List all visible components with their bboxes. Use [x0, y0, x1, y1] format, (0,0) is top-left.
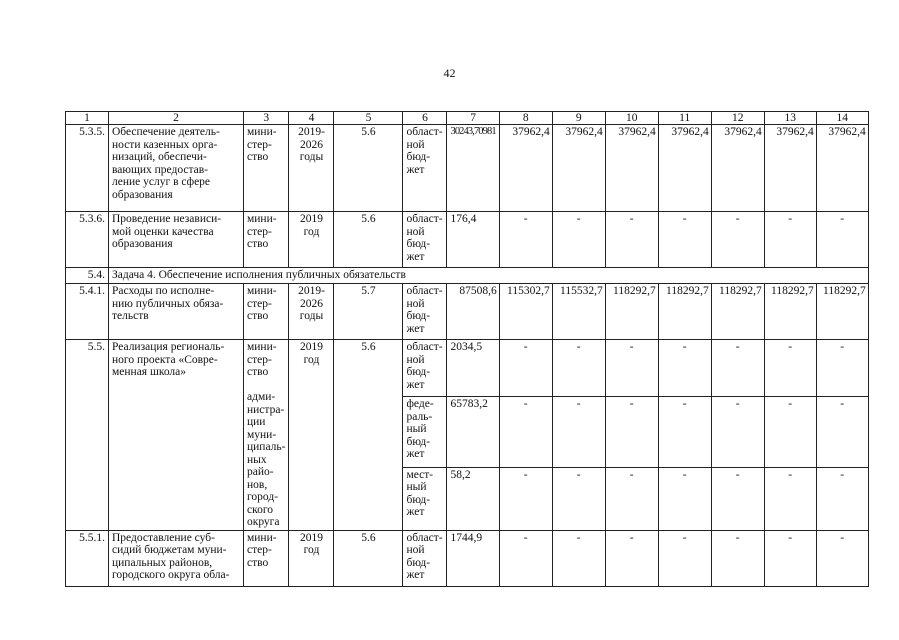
value-cell: 37962,4	[499, 125, 552, 212]
table-row	[66, 530, 869, 586]
value-cell: 30243,70981	[447, 125, 499, 212]
row-ref: 5.6	[334, 212, 403, 268]
value-cell: 37962,4	[658, 125, 711, 212]
value-cell: -	[764, 397, 816, 468]
value-cell: 1744,9	[447, 530, 499, 586]
header-cell: 12	[711, 112, 764, 125]
value-cell: 2034,5	[447, 340, 499, 397]
row-name: Расходы по исполне- нию публичных обяза- тельств	[109, 284, 244, 340]
value-cell: 87508,6	[447, 284, 499, 340]
table-row	[66, 340, 869, 397]
row-executor: мини- стер- ство	[244, 530, 289, 586]
header-cell: 9	[552, 112, 605, 125]
value-cell: -	[764, 212, 816, 268]
value-cell: 115302,7	[499, 284, 552, 340]
header-cell: 10	[605, 112, 658, 125]
value-cell: 58,2	[447, 467, 499, 530]
value-cell: -	[499, 340, 552, 397]
value-cell: -	[499, 467, 552, 530]
header-cell: 2	[109, 112, 244, 125]
value-cell: -	[711, 530, 764, 586]
header-cell: 1	[66, 112, 109, 125]
value-cell: -	[552, 467, 605, 530]
value-cell: -	[605, 340, 658, 397]
table-row	[66, 125, 869, 212]
row-source: област- ной бюд- жет	[403, 212, 447, 268]
row-source: област- ной бюд- жет	[403, 340, 447, 397]
row-ref: 5.6	[334, 530, 403, 586]
value-cell: -	[499, 530, 552, 586]
header-cell: 6	[403, 112, 447, 125]
page-number: 42	[443, 66, 456, 80]
row-source: феде- раль- ный бюд- жет	[403, 397, 447, 468]
row-period: 2019 год	[289, 340, 334, 531]
value-cell: 37962,4	[605, 125, 658, 212]
row-ref: 5.6	[334, 340, 403, 531]
value-cell: -	[711, 467, 764, 530]
row-name: Реализация региональ- ного проекта «Совре- менная школа»	[109, 340, 244, 531]
header-cell: 7	[447, 112, 499, 125]
row-number: 5.3.6.	[66, 212, 109, 268]
value-cell: -	[658, 397, 711, 468]
header-cell: 8	[499, 112, 552, 125]
value-cell: -	[816, 467, 868, 530]
value-cell: -	[499, 212, 552, 268]
row-source: област- ной бюд- жет	[403, 530, 447, 586]
value-cell: 37962,4	[552, 125, 605, 212]
row-executor: мини- стер- ство	[244, 284, 289, 340]
row-period: 2019- 2026 годы	[289, 284, 334, 340]
header-cell: 4	[289, 112, 334, 125]
value-cell: -	[605, 212, 658, 268]
value-cell: -	[605, 397, 658, 468]
value-cell: -	[552, 397, 605, 468]
value-cell: -	[658, 212, 711, 268]
value-cell: 118292,7	[711, 284, 764, 340]
header-cell: 14	[816, 112, 868, 125]
value-cell: -	[816, 340, 868, 397]
row-number: 5.3.5.	[66, 125, 109, 212]
value-cell: -	[499, 397, 552, 468]
row-number: 5.5.1.	[66, 530, 109, 586]
header-row	[66, 112, 869, 125]
table-row	[66, 284, 869, 340]
value-cell: -	[605, 467, 658, 530]
value-cell: -	[764, 340, 816, 397]
header-cell: 5	[334, 112, 403, 125]
row-number: 5.5.	[66, 340, 109, 531]
row-number: 5.4.1.	[66, 284, 109, 340]
row-number: 5.4.	[66, 268, 109, 284]
row-ref: 5.6	[334, 125, 403, 212]
value-cell: -	[816, 530, 868, 586]
value-cell: -	[764, 530, 816, 586]
value-cell: -	[605, 530, 658, 586]
task-title: Задача 4. Обеспечение исполнения публичных обязательств	[109, 268, 869, 284]
value-cell: 176,4	[447, 212, 499, 268]
row-period: 2019 год	[289, 212, 334, 268]
budget-table	[65, 111, 869, 587]
row-source: област- ной бюд- жет	[403, 125, 447, 212]
value-cell: -	[711, 212, 764, 268]
value-cell: 115532,7	[552, 284, 605, 340]
value-cell: 118292,7	[764, 284, 816, 340]
row-source: област- ной бюд- жет	[403, 284, 447, 340]
row-name: Проведение независи- мой оценки качества образования	[109, 212, 244, 268]
row-executor: мини- стер- ство	[244, 212, 289, 268]
value-cell: 37962,4	[764, 125, 816, 212]
value-cell: -	[711, 397, 764, 468]
header-cell: 11	[658, 112, 711, 125]
value-cell: 37962,4	[711, 125, 764, 212]
value-cell: 118292,7	[605, 284, 658, 340]
value-cell: -	[552, 212, 605, 268]
row-source: мест- ный бюд- жет	[403, 467, 447, 530]
value-cell: -	[711, 340, 764, 397]
table-row	[66, 212, 869, 268]
value-cell: -	[658, 530, 711, 586]
value-cell: 118292,7	[658, 284, 711, 340]
value-cell: 118292,7	[816, 284, 868, 340]
value-cell: -	[764, 467, 816, 530]
value-cell: -	[552, 340, 605, 397]
row-period: 2019 год	[289, 530, 334, 586]
value-cell: -	[658, 467, 711, 530]
value-cell: -	[658, 340, 711, 397]
row-name: Предоставление суб- сидий бюджетам муни- ципальных районов, городского округа обла-	[109, 530, 244, 586]
value-cell: 65783,2	[447, 397, 499, 468]
row-name: Обеспечение деятель- ности казенных орга- низаций, обеспечи- вающих предостав- ление услуг в сфере образования	[109, 125, 244, 212]
row-executor: мини- стер- ство	[244, 125, 289, 212]
header-cell: 3	[244, 112, 289, 125]
value-cell: -	[816, 212, 868, 268]
value-cell: 37962,4	[816, 125, 868, 212]
row-ref: 5.7	[334, 284, 403, 340]
task-row	[66, 268, 869, 284]
value-cell: -	[816, 397, 868, 468]
row-executor: мини- стер- ство адми- нистра- ции муни- ципаль- ных райо- нов, город- ского округа	[244, 340, 289, 531]
value-cell: -	[552, 530, 605, 586]
header-cell: 13	[764, 112, 816, 125]
row-period: 2019- 2026 годы	[289, 125, 334, 212]
